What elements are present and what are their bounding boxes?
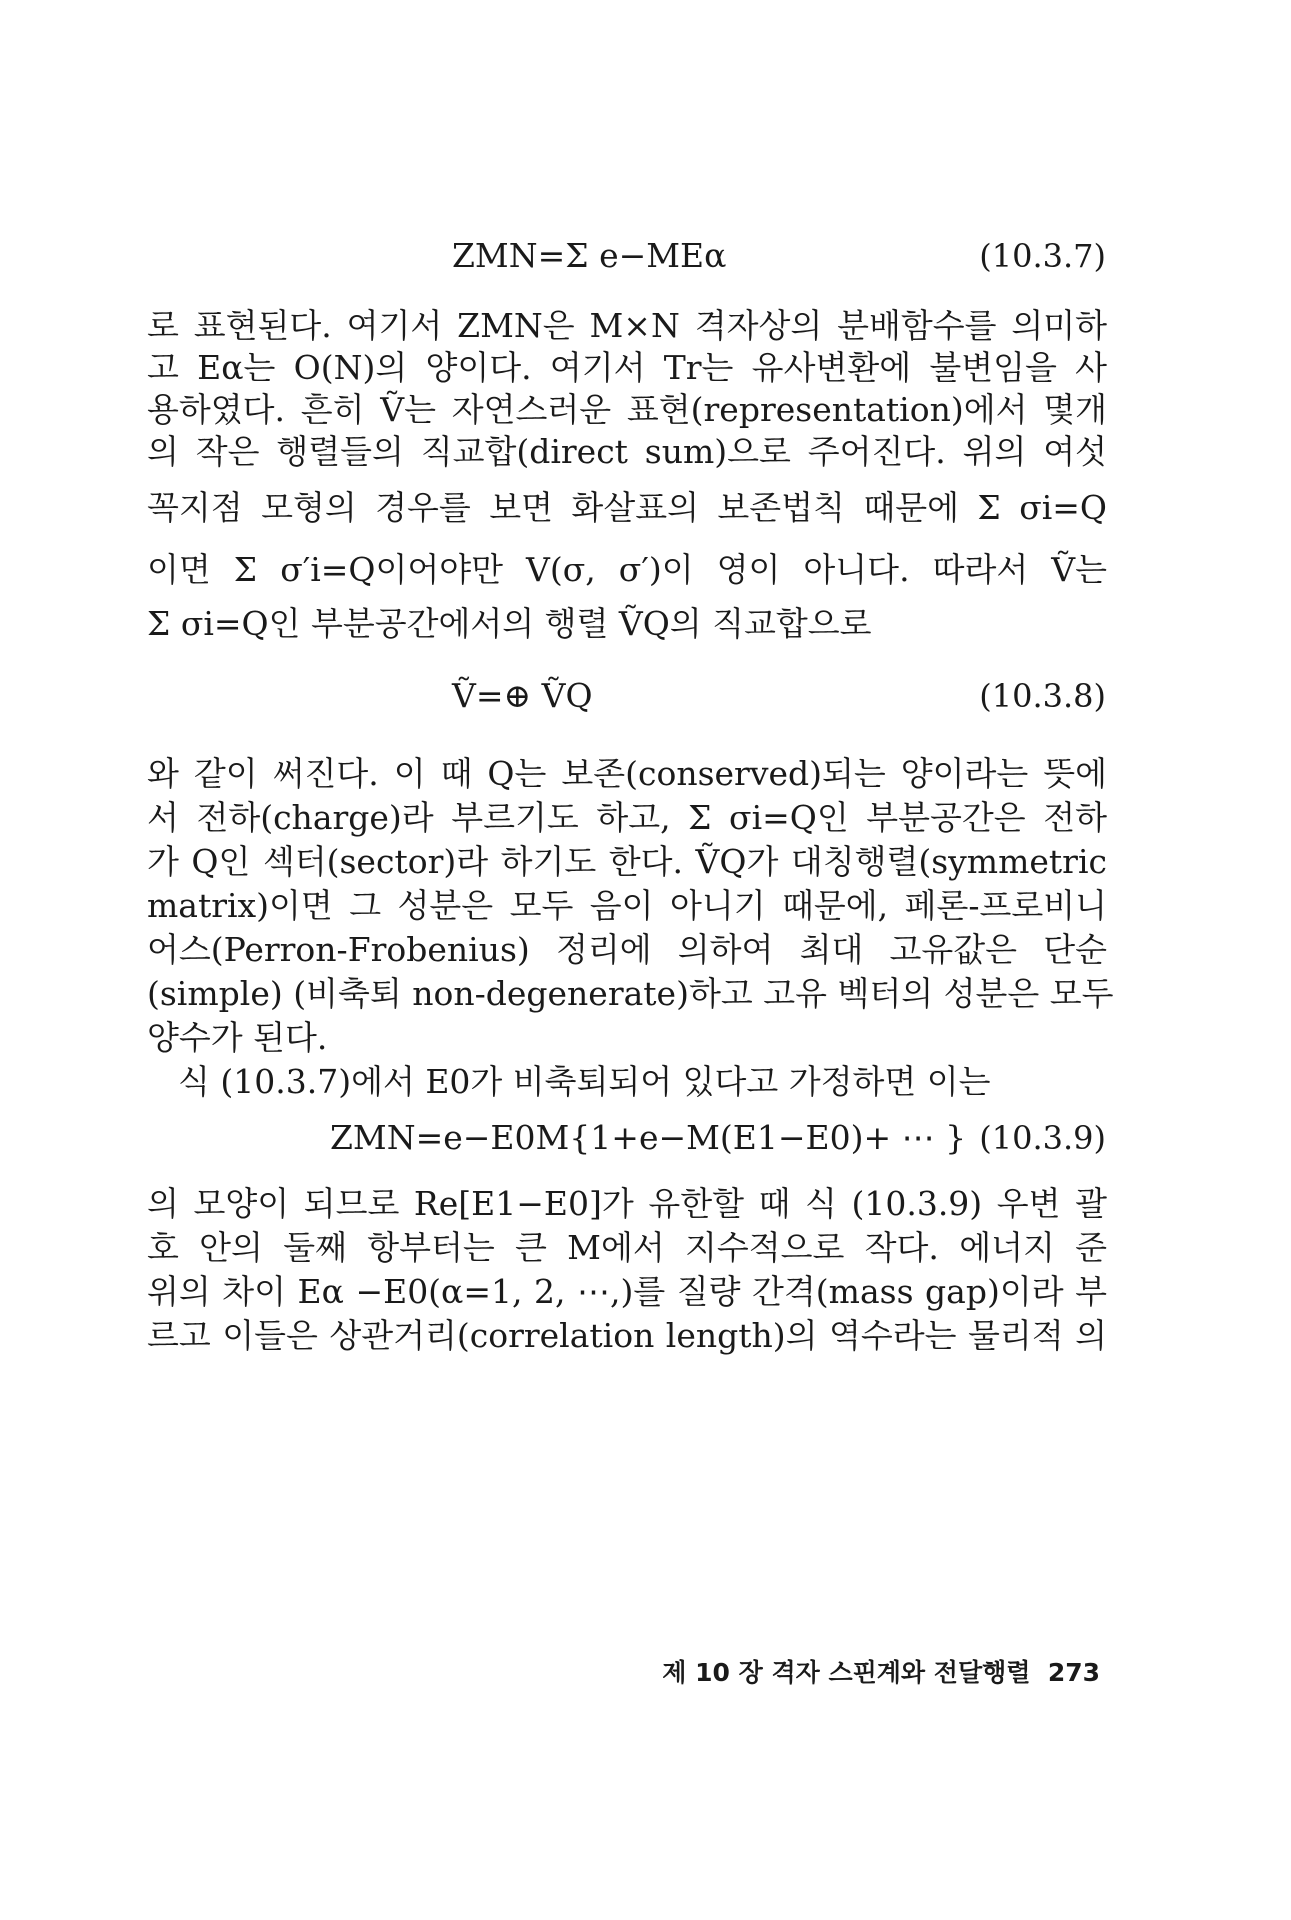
equation-number: (10.3.7) <box>979 237 1106 275</box>
text-line: 호 안의 둘째 항부터는 큰 M에서 지수적으로 작다. 에너지 준 <box>147 1228 1107 1267</box>
chapter-title: 제 10 장 격자 스핀계와 전달행렬 <box>662 1658 1031 1687</box>
equation-number: (10.3.9) <box>979 1119 1106 1157</box>
text-line: 양수가 된다. <box>147 1018 328 1057</box>
text-line: matrix)이면 그 성분은 모두 음이 아니기 때문에, 페론-프로비니 <box>147 886 1107 925</box>
text-line: 르고 이들은 상관거리(correlation length)의 역수라는 물리적 의 <box>147 1316 1107 1355</box>
text-line: 고 Eα는 O(N)의 양이다. 여기서 Tr는 유사변환에 불변임을 사 <box>147 348 1107 387</box>
text-line: Σ σi=Q인 부분공간에서의 행렬 ṼQ의 직교합으로 <box>147 604 872 643</box>
page-number: 273 <box>1047 1658 1100 1687</box>
text-line: 용하였다. 흔히 Ṽ는 자연스러운 표현(representation)에서 몇개 <box>147 390 1107 429</box>
text-line: 위의 차이 Eα −E0(α=1, 2, ⋯,)를 질량 간격(mass gap)이라 부 <box>147 1272 1107 1311</box>
equation-text: ZMN=Σ e−MEα <box>452 236 727 275</box>
text-line: 꼭지점 모형의 경우를 보면 화살표의 보존법칙 때문에 Σ σi=Q <box>147 488 1107 527</box>
equation-text: Ṽ=⊕ ṼQ <box>452 676 593 715</box>
text-line: (simple) (비축퇴 non-degenerate)하고 고유 벡터의 성분은 모두 <box>147 974 1114 1013</box>
text-line: 이면 Σ σ′i=Q이어야만 V(σ, σ′)이 영이 아니다. 따라서 Ṽ는 <box>147 550 1107 589</box>
equation-10-3-8 <box>452 676 593 716</box>
text-line: 서 전하(charge)라 부르기도 하고, Σ σi=Q인 부분공간은 전하 <box>147 798 1107 837</box>
text-line: 의 모양이 되므로 Re[E1−E0]가 유한할 때 식 (10.3.9) 우변 괄 <box>147 1184 1107 1223</box>
equation-number: (10.3.8) <box>979 677 1106 715</box>
equation-10-3-9 <box>330 1118 966 1158</box>
equation-text: ZMN=e−E0M{1+e−M(E1−E0)+ ⋯ } <box>330 1118 967 1157</box>
text-line: 가 Q인 섹터(sector)라 하기도 한다. ṼQ가 대칭행렬(symmetric <box>147 842 1107 881</box>
page-footer <box>560 1656 1100 1690</box>
equation-10-3-7 <box>452 236 726 276</box>
text-line: 어스(Perron-Frobenius) 정리에 의하여 최대 고유값은 단순 <box>147 930 1107 969</box>
text-line: 식 (10.3.7)에서 E0가 비축퇴되어 있다고 가정하면 이는 <box>178 1062 991 1101</box>
text-line: 의 작은 행렬들의 직교합(direct sum)으로 주어진다. 위의 여섯 <box>147 432 1107 471</box>
text-line: 로 표현된다. 여기서 ZMN은 M×N 격자상의 분배함수를 의미하 <box>147 306 1107 345</box>
text-line: 와 같이 써진다. 이 때 Q는 보존(conserved)되는 양이라는 뜻에 <box>147 754 1107 793</box>
